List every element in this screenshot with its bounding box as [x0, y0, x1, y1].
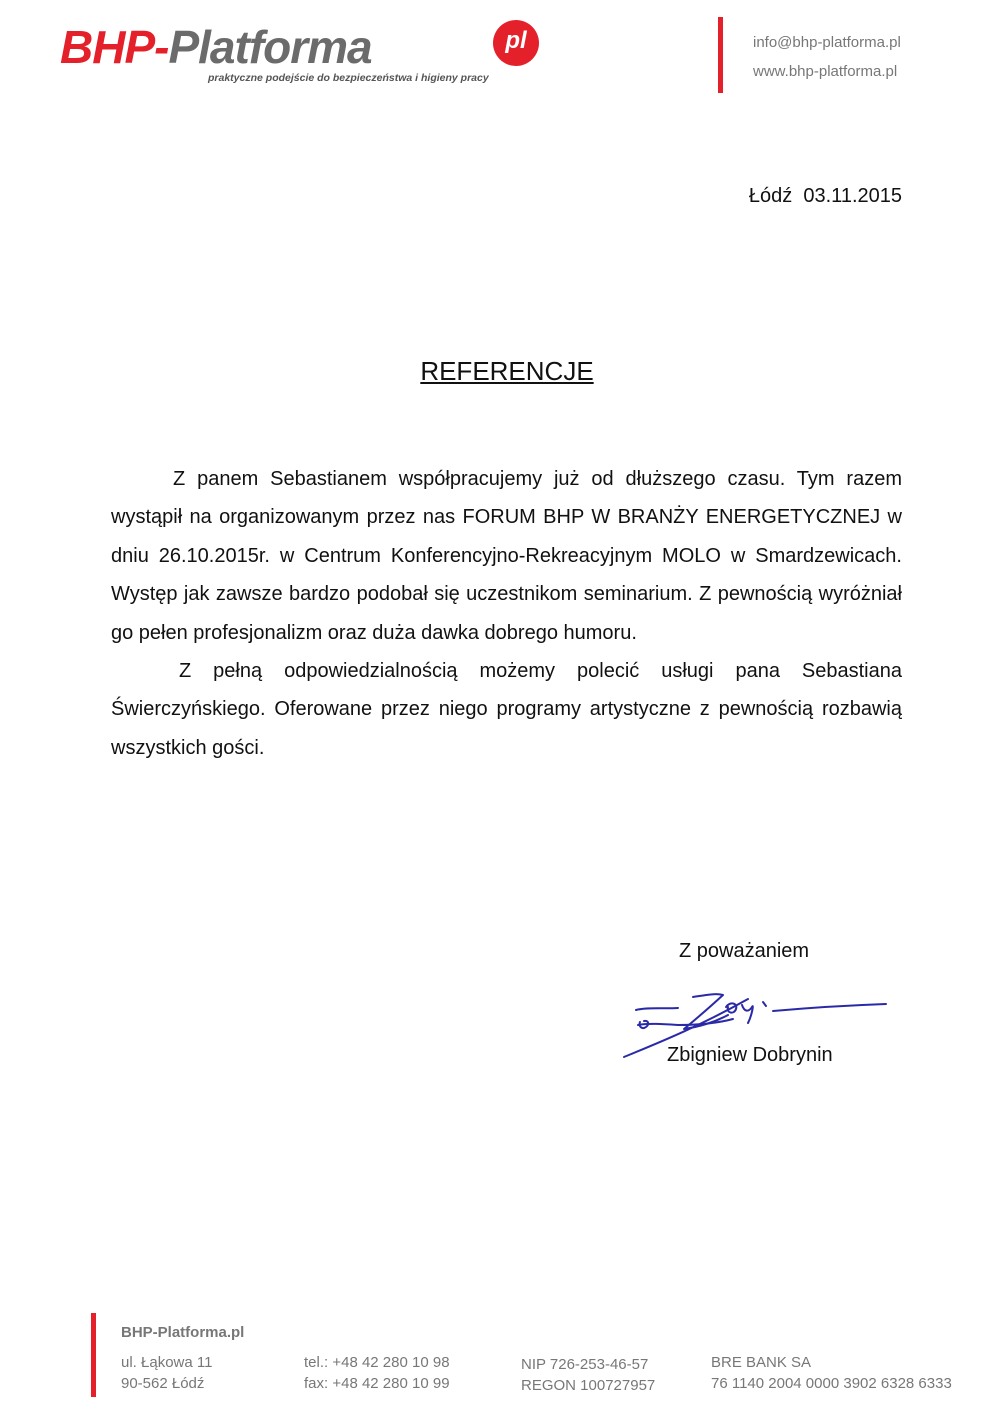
footer-nip: NIP 726-253-46-57 — [521, 1356, 649, 1373]
logo-platforma-text: Platforma — [168, 21, 372, 73]
footer-bank-account: 76 1140 2004 0000 3902 6328 6333 — [711, 1375, 952, 1392]
letter-closing: Z poważaniem — [679, 940, 810, 962]
body-paragraph-1: Z panem Sebastianem współpracujemy już od dłuższego czasu. Tym razem wystąpił na organizowanym przez nas FORUM BHP W BRANŻY ENERGETYCZNEJ w dniu 26.10.2015r. w Centrum Konferencyjno-Rekreacyjnym MOLO w Smardzewicach. Występ jak zawsze bardzo podobał się uczestnikom seminarium. Z pewnością wyróżniał go pełen profesjonalizm oraz duża dawka dobrego humoru. — [111, 468, 902, 644]
logo-wordmark — [60, 22, 372, 72]
company-logo — [60, 20, 540, 90]
footer-address — [121, 1352, 212, 1394]
header-website[interactable]: www.bhp-platforma.pl — [753, 63, 898, 80]
letter-body — [111, 460, 902, 767]
footer-bank-name: BRE BANK SA — [711, 1354, 812, 1371]
logo-tagline: praktyczne podejście do bezpieczeństwa i higieny pracy — [208, 72, 489, 84]
footer-address-line2: 90-562 Łódź — [121, 1375, 205, 1392]
signer-name: Zbigniew Dobrynin — [667, 1044, 833, 1066]
footer-registry — [521, 1354, 655, 1396]
footer-fax: fax: +48 42 280 10 99 — [304, 1375, 450, 1392]
footer-divider — [91, 1313, 96, 1397]
footer-phones — [304, 1352, 450, 1394]
footer-address-line1: ul. Łąkowa 11 — [121, 1354, 213, 1371]
header-divider — [718, 17, 723, 93]
letter-date: Łódź 03.11.2015 — [748, 185, 902, 207]
footer-regon: REGON 100727957 — [521, 1377, 656, 1394]
footer-tel: tel.: +48 42 280 10 98 — [304, 1354, 450, 1371]
footer-bank — [711, 1352, 952, 1394]
header-contact — [753, 28, 901, 86]
logo-pl-badge: pl — [493, 20, 539, 66]
footer-company-name: BHP-Platforma.pl — [121, 1324, 245, 1341]
body-paragraph-2: Z pełną odpowiedzialnością możemy polecić usługi pana Sebastiana Świerczyńskiego. Oferowane przez niego programy artystyczne z pewnością rozbawią wszystkich gości. — [111, 660, 902, 759]
letter-title: REFERENCJE — [420, 356, 594, 386]
logo-bhp-text: BHP- — [60, 21, 169, 73]
header-email[interactable]: info@bhp-platforma.pl — [753, 34, 901, 51]
